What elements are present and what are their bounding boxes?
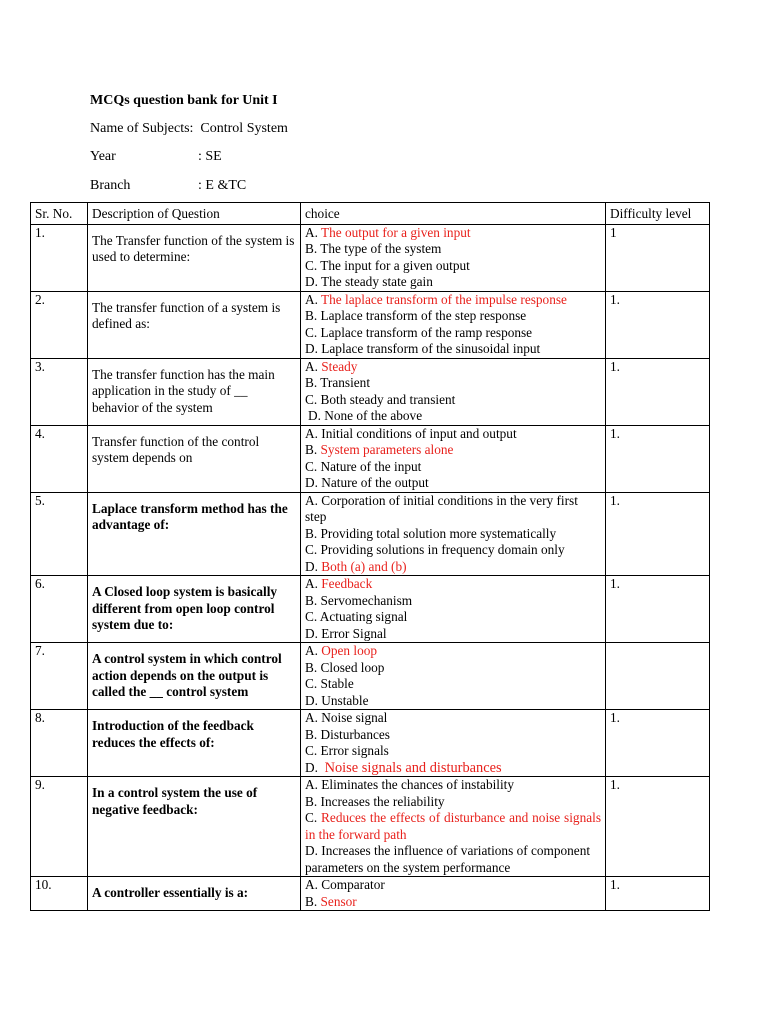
year-value: : SE [198, 149, 222, 164]
table-header-row [31, 203, 710, 225]
choice-text: Laplace transform of the sinusoidal input [321, 341, 541, 356]
sr-no-cell: 9. [31, 777, 88, 877]
year-label: Year [90, 149, 116, 164]
choice-text: Corporation of initial conditions in the very first step [305, 492, 578, 524]
choice-option: B. Closed loop [305, 659, 385, 675]
table-row [31, 358, 710, 425]
difficulty-cell: 1. [606, 291, 710, 358]
sr-no-cell: 1. [31, 224, 88, 291]
choice-option: D. None of the above [308, 408, 423, 423]
choice-option: D. Noise signals and disturbances [305, 759, 502, 776]
table-row [31, 224, 710, 291]
subject-label: Name of Subjects: [90, 121, 194, 136]
question-text: Transfer function of the control system depends on [92, 433, 260, 465]
question-cell [88, 576, 301, 643]
choice-option: A. Initial conditions of input and output [305, 425, 517, 441]
choice-option: D. Nature of the output [305, 475, 429, 490]
table-row [31, 576, 710, 643]
choice-option: B. Providing total solution more systematically [305, 525, 557, 541]
question-cell [88, 224, 301, 291]
choice-option: B. Sensor [305, 893, 357, 909]
choice-cell [301, 358, 606, 425]
correct-answer-text: The laplace transform of the impulse response [321, 291, 567, 307]
sr-no-cell: 7. [31, 643, 88, 710]
difficulty-cell: 1. [606, 777, 710, 877]
sr-no-cell: 5. [31, 492, 88, 576]
choice-option: A. Feedback [305, 576, 373, 591]
correct-answer-text: The output for a given input [321, 224, 471, 240]
correct-answer-text: Noise signals and disturbances [324, 759, 502, 776]
choice-text: Nature of the input [320, 458, 422, 474]
choice-option: D. Unstable [305, 692, 369, 708]
column-header-choice: choice [301, 203, 606, 225]
choice-text: Error signals [320, 743, 389, 758]
table-row [31, 877, 710, 911]
question-text: A control system in which control action depends on the output is called the __ control system [92, 651, 282, 699]
choice-text: Actuating signal [319, 609, 408, 624]
choice-option: C. Error signals [305, 743, 389, 758]
table-row [31, 291, 710, 358]
question-cell [88, 425, 301, 492]
choice-option: C. The input for a given output [305, 257, 470, 273]
question-cell [88, 777, 301, 877]
choice-option: A. Noise signal [305, 710, 388, 725]
difficulty-cell: 1. [606, 576, 710, 643]
choice-cell [301, 710, 606, 777]
choice-option: B. Transient [305, 375, 371, 390]
choice-option: A. The output for a given input [305, 224, 471, 240]
question-text: Laplace transform method has the advantage of: [92, 500, 288, 532]
choice-option: A. The laplace transform of the impulse response [305, 291, 567, 307]
question-cell [88, 643, 301, 710]
choice-text: Noise signal [321, 710, 388, 725]
page-title: MCQs question bank for Unit I [90, 93, 278, 108]
correct-answer-text: Open loop [321, 643, 378, 658]
question-text: A Closed loop system is basically different from open loop control system due to: [92, 584, 278, 632]
choice-text: Providing total solution more systematically [320, 525, 557, 541]
subject-line [90, 121, 288, 137]
choice-text: Unstable [321, 692, 369, 708]
choice-option: B. Disturbances [305, 726, 390, 742]
difficulty-cell: 1. [606, 710, 710, 777]
choice-text: The input for a given output [320, 257, 470, 273]
question-cell [88, 492, 301, 576]
choice-option: C. Nature of the input [305, 458, 422, 474]
choice-text: Comparator [321, 877, 385, 892]
choice-cell [301, 291, 606, 358]
difficulty-cell: 1. [606, 358, 710, 425]
choice-text: Providing solutions in frequency domain only [320, 542, 565, 557]
choice-option: A. Eliminates the chances of instability [305, 777, 515, 792]
table-row [31, 710, 710, 777]
sr-no-cell: 2. [31, 291, 88, 358]
difficulty-cell: 1. [606, 877, 710, 911]
choice-option: C. Actuating signal [305, 609, 408, 624]
choice-option: C. Stable [305, 676, 354, 691]
choice-text: Stable [320, 676, 354, 691]
choice-text: Laplace transform of the ramp response [320, 324, 533, 340]
choice-text: Both steady and transient [320, 391, 456, 407]
column-header-sr-no: Sr. No. [31, 203, 88, 225]
choice-cell [301, 425, 606, 492]
choice-option: C. Both steady and transient [305, 391, 456, 407]
choice-cell [301, 643, 606, 710]
choice-option: C. Laplace transform of the ramp response [305, 324, 533, 340]
correct-answer-text: Both (a) and (b) [321, 558, 407, 574]
choice-text: The type of the system [320, 241, 442, 256]
table-row [31, 492, 710, 576]
choice-text: Increases the reliability [320, 793, 445, 809]
choice-cell [301, 576, 606, 643]
sr-no-cell: 3. [31, 358, 88, 425]
choice-text: Initial conditions of input and output [321, 425, 517, 441]
difficulty-cell: 1. [606, 492, 710, 576]
question-cell [88, 877, 301, 911]
choice-text: The steady state gain [321, 274, 433, 289]
choice-text: Disturbances [320, 726, 390, 742]
difficulty-cell: 1 [606, 224, 710, 291]
choice-option: D. Laplace transform of the sinusoidal input [305, 341, 541, 356]
branch-value: : E &TC [198, 178, 247, 193]
choice-option: C. Reduces the effects of disturbance and noise signals in the forward path [305, 810, 601, 842]
question-cell [88, 710, 301, 777]
choice-option: B. Increases the reliability [305, 793, 445, 809]
sr-no-cell: 4. [31, 425, 88, 492]
question-text: Introduction of the feedback reduces the effects of: [92, 718, 254, 750]
difficulty-cell [606, 643, 710, 710]
column-header-description: Description of Question [88, 203, 301, 225]
choice-option: B. Laplace transform of the step response [305, 308, 527, 323]
choice-option: A. Open loop [305, 643, 378, 658]
choice-text: Increases the influence of variations of component parameters on the system performance [305, 843, 591, 875]
choice-text: Servomechanism [320, 592, 413, 608]
choice-text: Laplace transform of the step response [320, 308, 527, 323]
choice-cell [301, 777, 606, 877]
question-text: The transfer function of a system is defined as: [92, 299, 281, 331]
choice-option: D. Error Signal [305, 625, 387, 641]
choice-option: B. System parameters alone [305, 442, 454, 457]
choice-option: A. Corporation of initial conditions in the very first step [305, 492, 578, 524]
correct-answer-text: Reduces the effects of disturbance and noise signals in the forward path [305, 810, 601, 842]
choice-text: Nature of the output [321, 475, 429, 490]
choice-option: B. The type of the system [305, 241, 442, 256]
table-row [31, 777, 710, 877]
correct-answer-text: Sensor [320, 893, 357, 909]
question-text: In a control system the use of negative feedback: [92, 785, 258, 817]
year-line [90, 149, 222, 165]
choice-option: D. The steady state gain [305, 274, 433, 289]
column-header-difficulty: Difficulty level [606, 203, 710, 225]
sr-no-cell: 6. [31, 576, 88, 643]
choice-text: None of the above [324, 408, 423, 423]
correct-answer-text: Steady [321, 358, 358, 374]
correct-answer-text: System parameters alone [320, 442, 454, 457]
sr-no-cell: 10. [31, 877, 88, 911]
choice-option: D. Both (a) and (b) [305, 558, 407, 574]
choice-cell [301, 492, 606, 576]
difficulty-cell: 1. [606, 425, 710, 492]
correct-answer-text: Feedback [321, 576, 373, 591]
table-row [31, 643, 710, 710]
choice-cell [301, 224, 606, 291]
choice-option: D. Increases the influence of variations of component parameters on the system performance [305, 843, 591, 875]
question-table [30, 202, 710, 911]
choice-text: Error Signal [321, 625, 387, 641]
choice-option: B. Servomechanism [305, 592, 413, 608]
choice-option: C. Providing solutions in frequency domain only [305, 542, 565, 557]
table-row [31, 425, 710, 492]
choice-option: A. Comparator [305, 877, 385, 892]
choice-text: Eliminates the chances of instability [321, 777, 515, 792]
branch-line [90, 178, 246, 194]
question-text: The transfer function has the main application in the study of __ behavior of the system [92, 366, 275, 415]
question-cell [88, 358, 301, 425]
sr-no-cell: 8. [31, 710, 88, 777]
question-text: A controller essentially is a: [92, 885, 249, 900]
subject-value: Control System [200, 121, 288, 136]
question-text: The Transfer function of the system is used to determine: [92, 232, 295, 264]
question-cell [88, 291, 301, 358]
branch-label: Branch [90, 178, 131, 193]
choice-option: A. Steady [305, 358, 358, 374]
choice-text: Closed loop [320, 659, 385, 675]
choice-cell [301, 877, 606, 911]
choice-text: Transient [320, 375, 371, 390]
